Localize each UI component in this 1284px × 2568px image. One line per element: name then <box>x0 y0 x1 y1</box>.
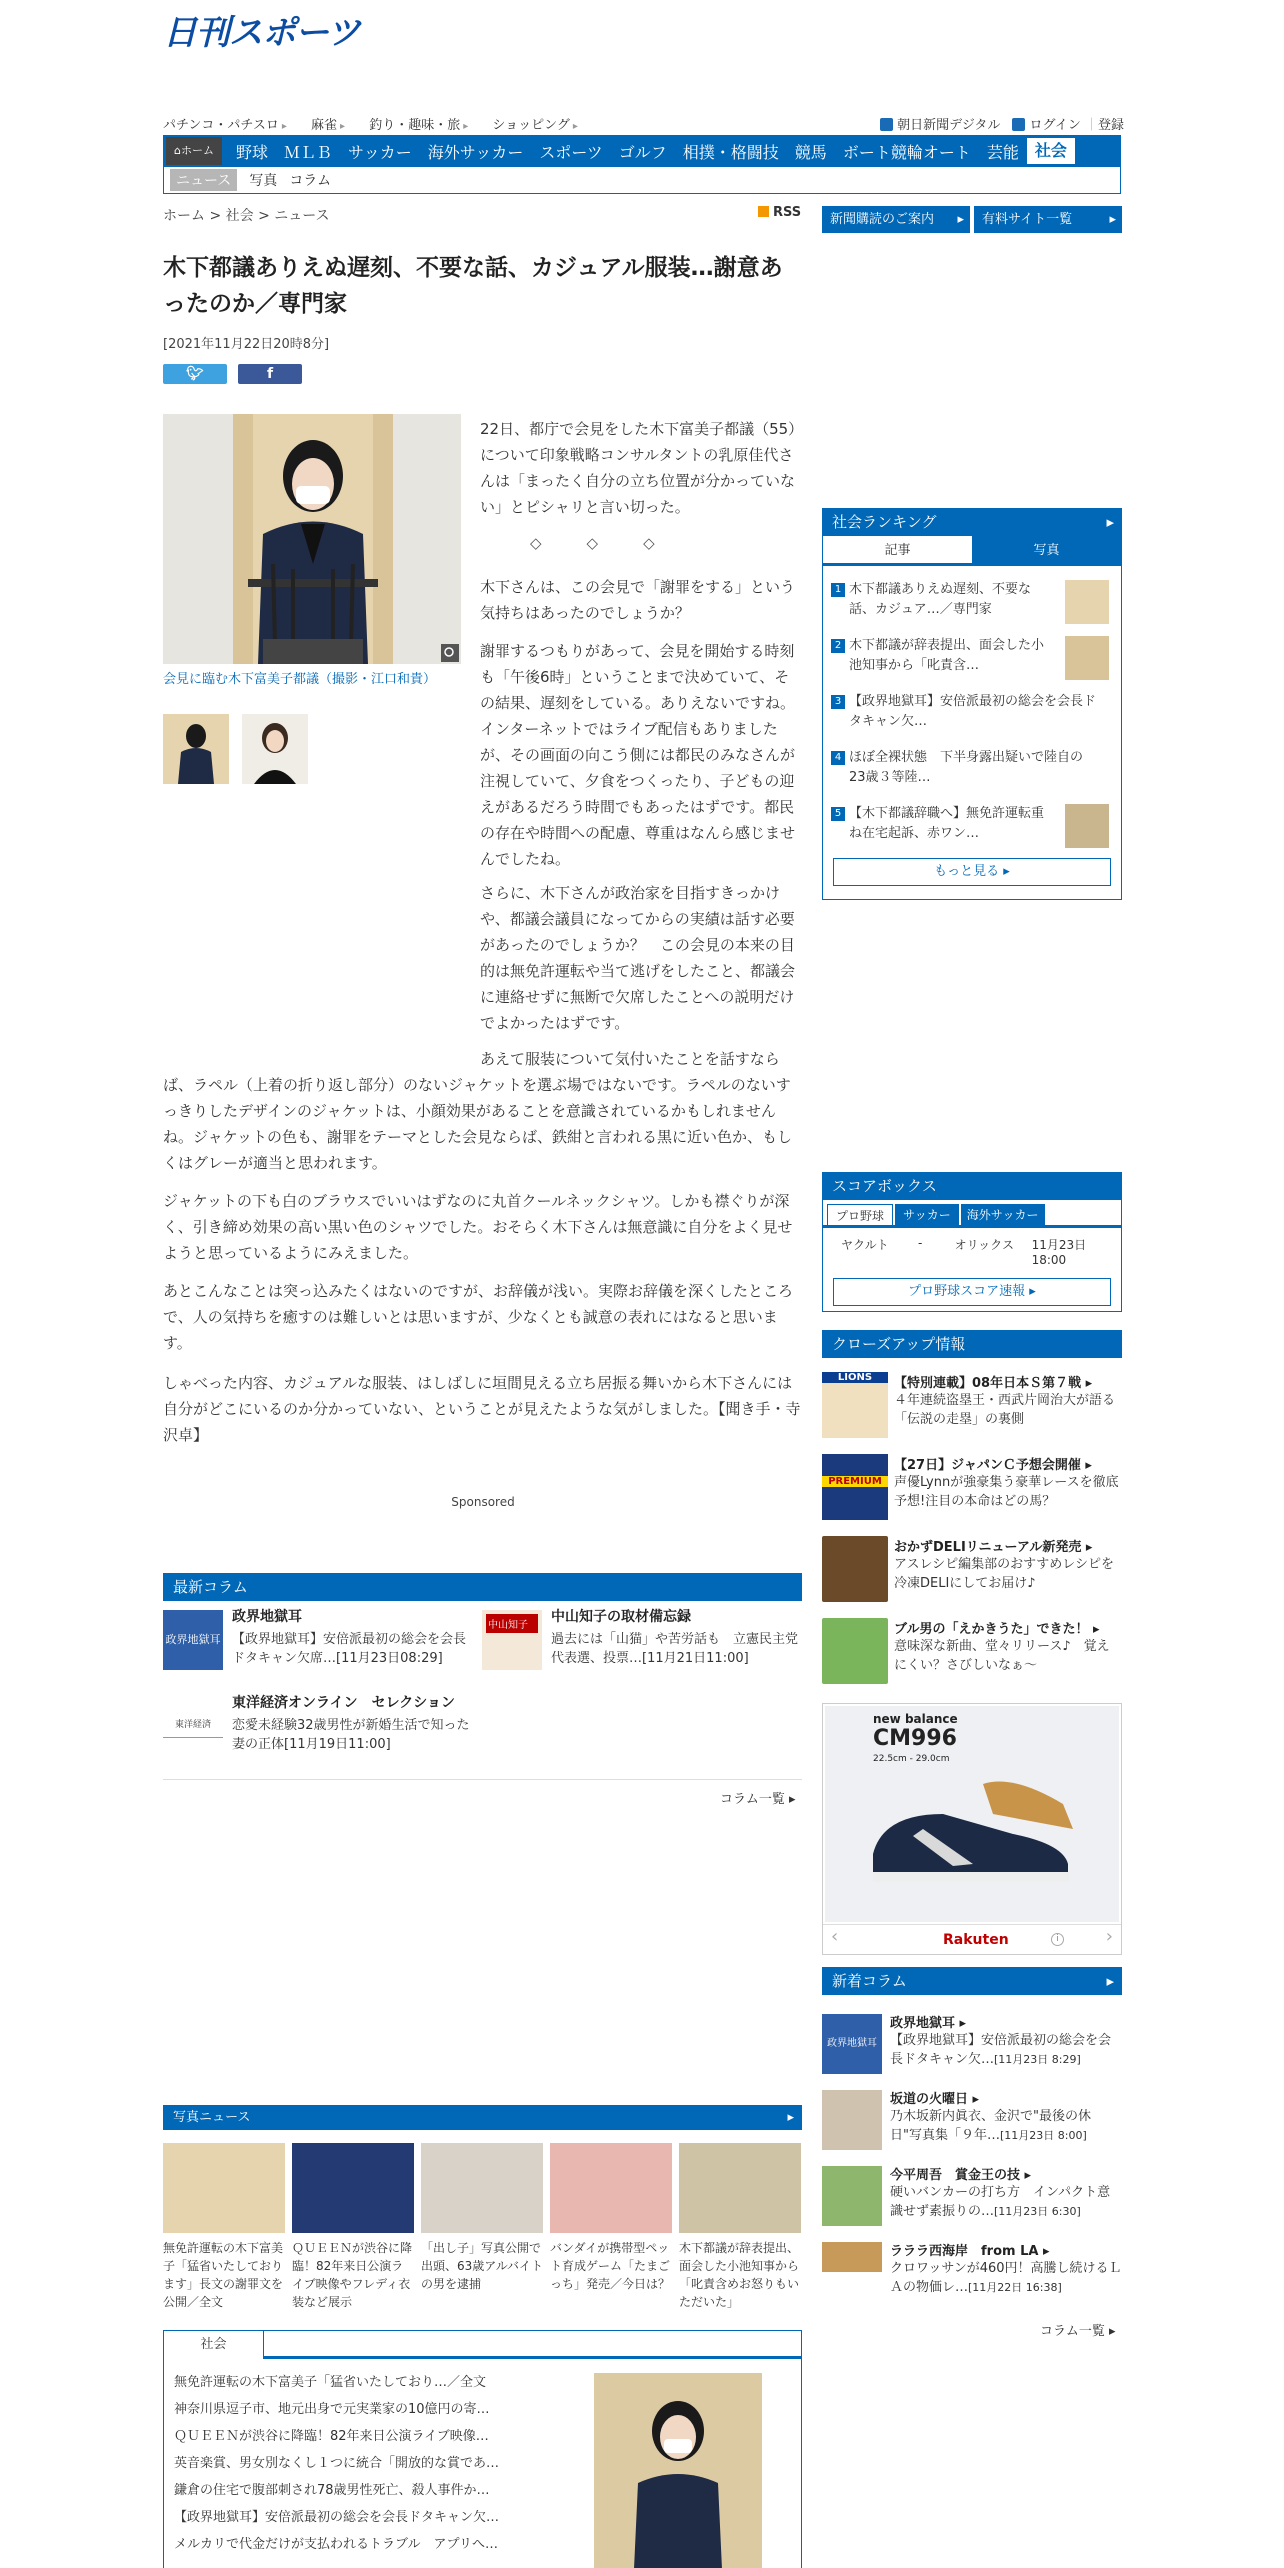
article-paragraph: さらに、木下さんが政治家を目指すきっかけや、都議会議員になってからの実績は話す必要があったのでしょうか？ この会見の本来の目的は無免許運転や当て逃げをしたこと、都議会に連絡せずに無断で欠席したことへの説明だけでよかったはずです。 <box>480 884 796 1032</box>
photo-news-list <box>163 2143 802 2313</box>
subnav-pachinko[interactable]: パチンコ・パチスロ ▸ <box>163 118 287 133</box>
photo-news-item[interactable]: 無免許運転の木下富美子「猛省いたしております」長文の謝罪文を公開／全文 <box>163 2143 285 2311</box>
new-column-item[interactable]: 坂道の火曜日 ▸ 乃木坂新内眞衣、金沢で"最後の休日"写真集「９年…[11月23日 8:00] <box>890 2092 1091 2143</box>
nav-home[interactable]: ⌂ホーム <box>166 137 222 165</box>
secnav-news[interactable]: ニュース <box>170 169 237 191</box>
sneaker-image <box>863 1774 1083 1894</box>
article-paragraph: あえて服装について気付いたことを話すならば、ラペル（上着の折り返し部分）のないジャケットを選ぶ場ではないです。ラペルのないすっきりしたデザインのジャケットは、小顔効果があることを意識されているかもしれませんね。ジャケットの色も、謝罪をテーマとした会見ならば、鉄紺と言われる黒に近い色か、もしくはグレーが適当と思われます。 <box>163 1050 792 1172</box>
closeup-image[interactable]: LIONS <box>822 1372 888 1438</box>
list-item[interactable]: 【政界地獄耳】安倍派最初の総会を会長ドタキャン欠… <box>174 2510 500 2525</box>
nav-world-soccer[interactable]: 海外サッカー <box>427 142 524 162</box>
list-item[interactable]: 鎌倉の住宅で腹部刺され78歳男性死亡、殺人事件か… <box>174 2483 490 2498</box>
sponsored-label: Sponsored <box>451 1495 515 1509</box>
ad-info-icon[interactable]: i <box>1051 1933 1064 1946</box>
new-column-item[interactable]: 今平周吾 賞金王の技 ▸ 硬いバンカーの打ち方 インパクト意識せず素振りの…[11月23日 6:30] <box>890 2168 1111 2219</box>
new-column-list-link[interactable]: コラム一覧 ▸ <box>1040 2324 1116 2339</box>
closeup-item[interactable]: 【特別連載】08年日本Ｓ第７戦 ▸ ４年連続盗塁王・西武片岡治大が語る「伝説の走塁」の裏側 <box>894 1376 1116 1427</box>
closeup-image[interactable]: PREMIUM <box>822 1454 888 1520</box>
ranking-box <box>822 536 1122 900</box>
secnav-column[interactable]: コラム <box>289 173 332 189</box>
photo-news-item[interactable]: 「出し子」写真公開で出頭、63歳アルバイトの男を逮捕 <box>421 2143 543 2293</box>
photo-news-item[interactable]: 木下都議が辞表提出、面会した小池知事から「叱責含めお怒りもいただいた」 <box>679 2143 801 2311</box>
top-links: 朝日新聞デジタル ログイン ｜登録 <box>880 114 1124 133</box>
nav-geino[interactable]: 芸能 <box>986 142 1019 162</box>
nav-baseball[interactable]: 野球 <box>235 142 268 162</box>
tab-world-soccer[interactable]: 海外サッカー <box>961 1204 1045 1225</box>
scorebox <box>822 1200 1122 1312</box>
column-card-2[interactable]: 中山知子の取材備忘録 過去には「山猫」や苦労話も 立憲民主党代表選、投票…[11月21日11:00] <box>551 1609 799 1666</box>
closeup-heading: クローズアップ情報 <box>822 1330 1122 1358</box>
subnav-mahjong[interactable]: 麻雀 ▸ <box>311 118 346 133</box>
article-paragraph: 22日、都庁で会見をした木下富美子都議（55）について印象戦略コンサルタントの乳原佳代さんは「まったく自分の立ち位置が分かっていない」とピシャリと言い切った。 <box>480 420 796 516</box>
closeup-image[interactable] <box>822 1618 888 1684</box>
article-paragraph: ジャケットの下も白のブラウスでいいはずなのに丸首クールネックシャツ。しかも襟ぐりが深く、引き締め効果の高い黒い色のシャツでした。おそらく木下さんは無意識に自分をよく見せようと思っているようにみえました。 <box>163 1192 793 1262</box>
new-column-list: 政界地獄耳 政界地獄耳 ▸ 【政界地獄耳】安倍派最初の総会を会長ドタキャン欠…[11月23日 8:29] 坂道の火曜日 ▸ 乃木坂新内眞衣、金沢で"最後の休日"写真集「９年…[11月23日 8:00] 今平周吾 賞金王の技 ▸ 硬いバンカーの打ち方 インパクト意識せず素振りの…[11月23日 6:30] ラララ西海岸 from LA ▸ クロワッサンが460円！高騰し続けるＬＡの物価レ…[11月22日 16:38] <box>822 2006 1122 2316</box>
closeup-list <box>822 1372 1122 1702</box>
tab-articles[interactable]: 記事 <box>823 536 972 563</box>
nav-society[interactable]: 社会 <box>1027 138 1075 164</box>
nav-sumo[interactable]: 相撲・格闘技 <box>682 142 779 162</box>
ranking-item[interactable]: 5 【木下都議辞職へ】無免許運転重ね在宅起訴、赤ワン… <box>831 804 1109 852</box>
score-row[interactable]: ヤクルト - オリックス 11月23日 18:00 <box>841 1236 1087 1267</box>
ranking-item[interactable]: 2 木下都議が辞表提出、面会した小池知事から「叱責含… <box>831 636 1109 692</box>
ad-prev-icon[interactable]: ‹ <box>831 1926 839 1947</box>
tab-photos[interactable]: 写真 <box>972 536 1121 563</box>
article-paragraph: 謝罪するつもりがあって、会見を開始する時刻も「午後6時」ということまで決めていて、その結果、遅刻をしている。ありえないですね。インターネットではライブ配信もありましたが、その画面の向こう側には都民のみなさんが注視していて、夕食をつくったり、子どもの迎えがあるだろう時間でもあったはずです。都民の存在や時間への配慮、尊重はなんら感じませんでしたね。 <box>480 642 796 868</box>
divider <box>163 1779 802 1780</box>
list-item[interactable]: ＱＵＥＥＮが渋谷に降臨！82年来日公演ライブ映像… <box>174 2429 489 2444</box>
photo-news-item[interactable]: バンダイが携帯型ペット育成ゲーム「たまごっち」発売／今日は？ <box>550 2143 672 2293</box>
login-icon <box>1012 118 1025 131</box>
list-item[interactable]: 無免許運転の木下富美子「猛省いたしており…／全文 <box>174 2375 487 2390</box>
tab-jleague[interactable]: サッカー <box>895 1204 959 1225</box>
new-column-item[interactable]: 政界地獄耳 ▸ 【政界地獄耳】安倍派最初の総会を会長ドタキャン欠…[11月23日 8:29] <box>890 2016 1112 2067</box>
nav-golf[interactable]: ゴルフ <box>618 142 667 162</box>
subnav-shopping[interactable]: ショッピング ▸ <box>492 118 578 133</box>
ranking-item[interactable]: 4 ほぼ全裸状態 下半身露出疑いで陸自の23歳３等陸… <box>831 748 1109 804</box>
ranking-item[interactable]: 1 木下都議ありえぬ遅刻、不要な話、カジュア…／専門家 <box>831 580 1109 636</box>
society-list-photo[interactable] <box>594 2373 762 2568</box>
society-news-list <box>174 2369 534 2558</box>
twitter-icon: 🐦︎ <box>186 366 204 382</box>
column-logo-toyo[interactable]: 東洋経済 <box>163 1712 223 1738</box>
article-paragraph: しゃべった内容、カジュアルな服装、はしばしに垣間見える立ち居振る舞いから木下さんには自分がどこにいるのか分かっていない、ということが見えたような気がしました。【聞き手・寺沢卓】 <box>163 1374 801 1444</box>
new-column-heading[interactable]: 新着コラム ▸ <box>822 1967 1122 1995</box>
login-link[interactable]: ログイン <box>1029 118 1081 133</box>
scorebox-heading: スコアボックス <box>822 1172 1122 1200</box>
subscribe-button[interactable]: 新聞購読のご案内 ▸ <box>822 206 970 233</box>
subnav-fishing[interactable]: 釣り・趣味・旅 ▸ <box>369 118 469 133</box>
article-date: [2021年11月22日20時8分] <box>163 337 330 352</box>
photo-news-heading[interactable]: 写真ニュース ▸ <box>163 2105 802 2130</box>
article-paragraph: 木下さんは、この会見で「謝罪をする」という気持ちはあったのでしょうか？ <box>480 578 796 622</box>
latest-column-heading: 最新コラム <box>163 1573 802 1601</box>
breadcrumb[interactable]: ホーム > 社会 > ニュース <box>163 208 330 224</box>
closeup-item[interactable]: おかずDELIリニューアル新発売 ▸ アスレシピ編集部のおすすめレシピを冷凍DELIにしてお届け♪ <box>894 1540 1114 1591</box>
nav-sports[interactable]: スポーツ <box>539 142 603 162</box>
ranking-more-button[interactable]: もっと見る ▸ <box>833 858 1111 886</box>
asahi-icon <box>880 118 893 131</box>
asahi-link[interactable]: 朝日新聞デジタル <box>897 118 1001 133</box>
nav-boat[interactable]: ボート競輪オート <box>842 142 971 162</box>
facebook-icon: f <box>266 366 274 382</box>
photo-news-item[interactable]: ＱＵＥＥＮが渋谷に降臨！82年来日公演ライブ映像やフレディ衣装など展示 <box>292 2143 414 2311</box>
nav-soccer[interactable]: サッカー <box>348 142 412 162</box>
list-item[interactable]: メルカリで代金だけが支払われるトラブル アプリへ… <box>174 2537 498 2552</box>
article-title: 木下都議ありえぬ遅刻、不要な話、カジュアル服装…謝意あったのか／専門家 <box>163 255 783 317</box>
secnav-photo[interactable]: 写真 <box>249 173 278 189</box>
article-paragraph: あとこんなことは突っ込みたくはないのですが、お辞儀が浅い。実際お辞儀を深くしたところで、人の気持ちを癒すのは難しいとは思いますが、少なくとも誠意の表れにはなると思います。 <box>163 1282 794 1352</box>
list-item[interactable]: 英音楽賞、男女別なくし１つに統合「開放的な賞であ… <box>174 2456 500 2471</box>
ranking-item[interactable]: 3 【政界地獄耳】安倍派最初の総会を会長ドタキャン欠… <box>831 692 1109 748</box>
rss-link[interactable]: RSS <box>758 205 801 220</box>
ranking-heading[interactable]: 社会ランキング ▸ <box>822 508 1122 536</box>
list-item[interactable]: 神奈川県逗子市、地元出身で元実業家の10億円の寄… <box>174 2402 490 2417</box>
column-card-3[interactable]: 東洋経済オンライン セレクション 恋愛未経験32歳男性が新婚生活で知った妻の正体[11月19日11:00] <box>232 1695 470 1752</box>
photo-caption: 会見に臨む木下富美子都議（撮影・江口和貴） <box>163 672 437 687</box>
closeup-item[interactable]: ブル男の「えかきうた」できた！ ▸ 意味深な新曲、堂々リリース♪ 覚えにくい？さびしいなぁ～ <box>894 1622 1110 1673</box>
column-list-link[interactable]: コラム一覧 ▸ <box>720 1792 796 1807</box>
column-logo-seikai[interactable]: 政界地獄耳 <box>163 1610 223 1670</box>
site-logo[interactable]: 日刊スポーツ <box>163 13 360 53</box>
closeup-image[interactable] <box>822 1536 888 1602</box>
ad-next-icon[interactable]: › <box>1105 1926 1113 1947</box>
tab-society[interactable]: 社会 <box>164 2331 264 2359</box>
society-list-box <box>163 2330 802 2568</box>
article-divider: ◇ ◇ ◇ <box>530 534 655 552</box>
column-card-1[interactable]: 政界地獄耳 【政界地獄耳】安倍派最初の総会を会長ドタキャン欠席…[11月23日08:29] <box>232 1609 467 1666</box>
nav-mlb[interactable]: ＭＬＢ <box>284 142 333 162</box>
register-link[interactable]: 登録 <box>1097 118 1124 133</box>
nav-keiba[interactable]: 競馬 <box>794 142 827 162</box>
ad-banner[interactable]: new balance CM996 22.5cm - 29.0cm ‹ › Rakuten i <box>822 1703 1122 1955</box>
closeup-item[interactable]: 【27日】ジャパンＣ予想会開催 ▸ 声優Lynnが強豪集う豪華レースを徹底予想!注目の本命はどの馬？ <box>894 1458 1119 1509</box>
tab-npb[interactable]: プロ野球 <box>827 1204 893 1225</box>
column-logo-nakayama[interactable]: 中山知子 <box>482 1610 542 1670</box>
new-column-item[interactable]: ラララ西海岸 from LA ▸ クロワッサンが460円！高騰し続けるＬＡの物価レ…[11月22日 16:38] <box>890 2244 1122 2295</box>
score-flash-link[interactable]: プロ野球スコア速報 ▸ <box>833 1278 1111 1306</box>
home-icon: ⌂ <box>174 144 181 157</box>
paid-sites-button[interactable]: 有料サイト一覧 ▸ <box>974 206 1122 233</box>
article-body <box>163 0 803 1480</box>
ranking-list <box>831 580 1109 852</box>
